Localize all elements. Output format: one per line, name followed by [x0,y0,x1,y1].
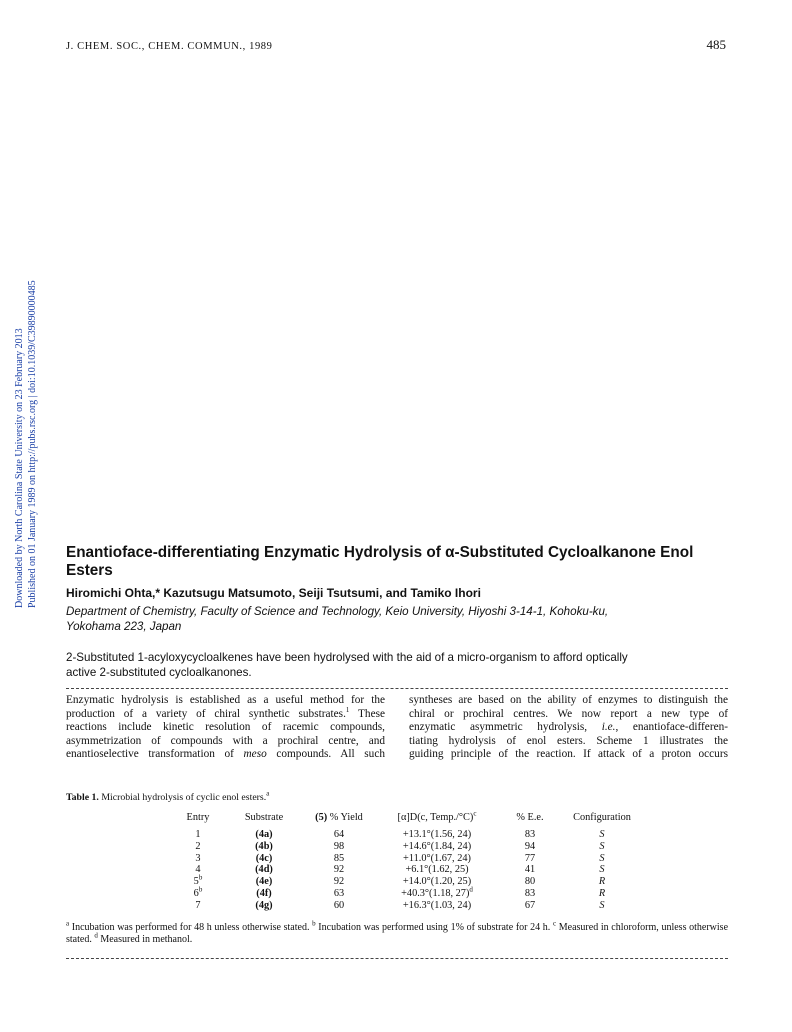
download-sidebar [4,258,40,608]
cell-yield [302,864,376,876]
cell-yield-value: 63 [333,887,345,899]
cell-ee [498,829,562,841]
body-column-left [66,694,385,762]
cell-configuration [562,864,642,876]
body-italic: meso [243,748,267,760]
header-yield-text: % Yield [329,812,363,823]
cell-substrate [226,853,302,865]
cell-configuration-value: S [599,852,605,864]
body-line [409,721,728,735]
cell-yield [302,829,376,841]
cell-configuration-value: S [599,840,605,852]
cell-entry-value: 7 [195,899,201,911]
cell-yield-value: 98 [333,840,345,852]
affiliation [66,605,706,634]
cell-yield-value: 60 [333,899,345,911]
cell-entry-value: 3 [195,852,201,864]
cell-substrate-value: (4g) [255,899,273,911]
sidebar-downloaded[interactable]: Downloaded by North Carolina State University on 23 February 2013 [14,328,25,608]
cell-substrate-value: (4a) [255,829,273,840]
sidebar-text-svg [4,258,40,608]
table-body [170,829,642,912]
table-label: Table 1. [66,792,99,803]
cell-rotation [376,841,498,853]
header-yield [302,812,376,829]
table-row [170,841,642,853]
cell-rotation [376,864,498,876]
sidebar-published[interactable]: Published on 01 January 1989 on http://pubs.rsc.org | doi:10.1039/C39890000485 [27,280,38,608]
table-footnotes [66,919,729,946]
cell-configuration [562,841,642,853]
cell-rotation-note: d [469,885,473,894]
table-caption-text: Microbial hydrolysis of cyclic enol esters. [101,792,267,803]
header-rotation [376,809,498,829]
cell-configuration-value: S [599,899,605,911]
footnote-d: Measured in methanol. [100,934,193,945]
header-ee: % E.e. [516,812,544,823]
page-number: 485 [706,37,726,52]
header-substrate: Substrate [244,812,284,823]
running-header: J. CHEM. SOC., CHEM. COMMUN., 1989 [66,41,273,52]
cell-rotation-value: +16.3°(1.03, 24) [402,899,472,911]
cell-ee-value: 94 [524,840,536,852]
results-table [170,809,642,912]
body-text: enzymatic asymmetric hydrolysis, [409,721,588,733]
header-configuration: Configuration [573,812,631,823]
cell-substrate [226,888,302,900]
body-text: , enantioface-differen- [615,721,728,733]
cell-configuration-value: S [599,864,605,876]
footnote-b: Incubation was performed using 1% of substrate for 24 h. [318,922,551,933]
cell-substrate-value: (4d) [255,864,273,876]
body-line: chiral or prochiral centres. We now report a new type of [409,707,728,720]
cell-entry-value: 5 [193,876,199,888]
table-caption [66,789,270,803]
cell-yield-value: 85 [333,852,345,864]
body-line: reactions include kinetic resolution of racemic compounds, [66,721,385,733]
cell-entry-value: 6 [193,887,199,899]
cell-entry [170,900,226,912]
cell-ee [498,900,562,912]
affiliation-line-1: Department of Chemistry, Faculty of Science and Technology, Keio University, Hiyoshi 3-14-1, Kohoku-ku, [66,605,609,618]
cell-yield [302,841,376,853]
cell-substrate-value: (4b) [255,840,273,852]
cell-entry-value: 1 [195,829,201,840]
footnote-mark: b [312,919,316,928]
cell-yield-value: 92 [333,876,345,888]
cell-substrate [226,900,302,912]
cell-ee-value: 41 [524,864,536,876]
cell-rotation [376,885,498,900]
cell-configuration [562,829,642,841]
body-text: compounds. All such [276,748,385,760]
cell-entry-note: b [198,885,203,894]
cell-yield [302,876,376,888]
body-italic: i.e. [601,721,616,733]
footnote-c: Measured in chloroform, unless otherwise stated. [66,922,729,945]
cell-yield-value: 92 [333,864,345,876]
table-row [170,888,642,900]
cell-rotation-value: +14.6°(1.84, 24) [402,840,472,852]
cell-entry [170,885,226,900]
cell-substrate [226,864,302,876]
cell-configuration-value: R [598,876,606,888]
cell-ee [498,876,562,888]
body-text: production of a variety of chiral synthetic substrates. [66,707,346,720]
cell-substrate [226,876,302,888]
cell-ee [498,853,562,865]
header-rotation-note: c [473,809,477,818]
cell-ee-value: 83 [524,887,536,899]
cell-ee-value: 77 [524,852,536,864]
bottom-divider [66,958,728,959]
table-row [170,853,642,865]
cell-configuration [562,876,642,888]
body-text: These [349,707,385,720]
footnote-mark: d [94,931,98,940]
table-caption-note: a [266,789,270,798]
abstract-line-2: active 2-substituted cycloalkanones. [66,665,252,679]
cell-entry-note: b [198,873,203,882]
footnote-a: Incubation was performed for 48 h unless otherwise stated. [71,922,310,933]
cell-ee [498,864,562,876]
cell-ee-value: 80 [524,876,536,888]
cell-entry [170,829,226,841]
footnote-mark: c [552,919,557,928]
affiliation-line-2: Yokohama 223, Japan [66,619,182,633]
cell-ee [498,841,562,853]
body-line [66,705,385,722]
cell-ee-value: 83 [524,829,536,840]
cell-yield [302,888,376,900]
cell-substrate [226,841,302,853]
title-line-1: Enantioface-differentiating Enzymatic Hydrolysis of α-Substituted Cycloalkanone Enol [66,544,694,561]
cell-rotation-value: +13.1°(1.56, 24) [402,829,472,840]
cell-rotation-value: +11.0°(1.67, 24) [403,852,471,864]
cell-entry [170,841,226,853]
authors: Hiromichi Ohta,* Kazutsugu Matsumoto, Seiji Tsutsumi, and Tamiko Ihori [66,586,481,600]
abstract-line-1: 2-Substituted 1-acyloxycycloalkenes have been hydrolysed with the aid of a micro-organism to afford optically [66,651,628,664]
cell-configuration [562,853,642,865]
cell-substrate-value: (4f) [256,887,272,899]
body-line [66,748,385,762]
table-row [170,864,642,876]
body-line: syntheses are based on the ability of enzymes to distinguish the [409,694,728,706]
table-row [170,829,642,841]
cell-rotation [376,900,498,912]
body-line: guiding principle of the reaction. If attack of a proton occurs [409,748,728,760]
cell-entry-value: 4 [195,864,201,876]
table-header-row [170,812,642,829]
cell-rotation [376,876,498,888]
table-row [170,876,642,888]
cell-substrate [226,829,302,841]
body-column-right [409,694,728,762]
header-entry: Entry [186,812,210,823]
cell-rotation [376,829,498,841]
cell-rotation [376,853,498,865]
body-line: asymmetrization of compounds with a prochiral centre, and [66,734,385,747]
cell-rotation-value: +6.1°(1.62, 25) [405,864,469,876]
header-yield-compound: (5) [315,812,328,823]
body-line: tiating hydrolysis of enol esters. Scheme 1 illustrates the [409,734,728,747]
cell-configuration-value: S [599,829,605,840]
body-text: enantioselective transformation of [66,748,234,760]
cell-substrate-value: (4c) [255,852,273,864]
cell-yield [302,900,376,912]
cell-entry-value: 2 [195,840,201,852]
body-line: Enzymatic hydrolysis is established as a useful method for the [66,694,385,706]
header-rotation-text: [α]D(c, Temp./°C) [397,812,474,823]
cell-yield-value: 64 [333,829,345,840]
abstract-divider [66,688,728,689]
abstract [66,651,716,680]
article-title [66,544,736,580]
cell-yield [302,853,376,865]
title-line-2: Esters [66,562,113,579]
cell-entry [170,853,226,865]
cell-rotation-value: +40.3°(1.18, 27) [401,887,470,899]
cell-substrate-value: (4e) [255,876,273,888]
reference-mark: 1 [345,705,350,714]
cell-configuration-value: R [598,887,606,899]
footnote-mark: a [66,919,70,928]
cell-ee-value: 67 [524,899,536,911]
table-row [170,900,642,912]
cell-configuration [562,888,642,900]
cell-rotation-value: +14.0°(1.20, 25) [402,876,472,888]
cell-configuration [562,900,642,912]
cell-ee [498,888,562,900]
